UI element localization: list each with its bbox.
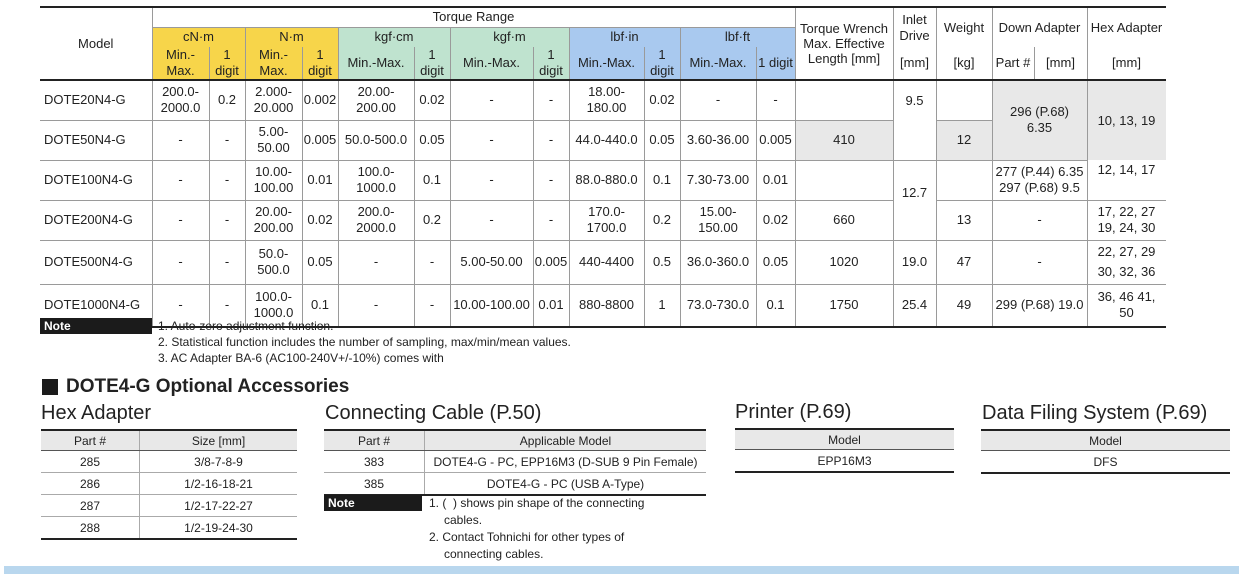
unit-nm: N·m [245,27,338,47]
header-inlet-drive: Inlet Drive [893,7,936,47]
hex-line: 22, 27, 29 [1097,244,1156,259]
part-cell: 286 [41,473,140,495]
range-cell: - [152,284,209,327]
model-cell: DOTE4-G - PC, EPP16M3 (D-SUB 9 Pin Female) [425,451,707,473]
accessories-heading [42,376,349,398]
table-row [324,451,706,473]
digit-cell: - [414,284,450,327]
digit-cell: - [756,80,795,120]
digit-label: 1 digit [756,47,795,80]
digit-cell: - [533,120,569,160]
note-item: 3. AC Adapter BA-6 (AC100-240V+/-10%) comes with [158,351,444,365]
header-down-adapter: Down Adapter [992,7,1087,47]
digit-cell: 0.002 [302,80,338,120]
minmax-label: Min.-Max. [569,47,644,80]
inlet-cell: 9.5 [893,80,936,160]
range-cell: 5.00-50.00 [450,240,533,284]
model-cell: DOTE500N4-G [40,240,152,284]
part-cell: 287 [41,495,140,517]
minmax-label: Min.-Max. [245,47,302,80]
range-cell: - [338,240,414,284]
digit-cell: - [209,120,245,160]
digit-cell: 0.1 [302,284,338,327]
digit-cell: 0.05 [756,240,795,284]
unit-kgfm: kgf·m [450,27,569,47]
table-row [40,80,1166,120]
part-cell: 383 [324,451,425,473]
printer-table [735,428,954,473]
digit-cell: - [414,240,450,284]
digit-cell: 0.01 [533,284,569,327]
range-cell: - [338,284,414,327]
part-cell: 285 [41,451,140,473]
range-cell: 20.00-200.00 [245,200,302,240]
digit-label: 1 digit [209,47,245,80]
digit-cell: 0.02 [644,80,680,120]
wrench-cell: 1020 [795,240,893,284]
table-row [40,160,1166,200]
digit-cell: 1 [644,284,680,327]
col-size: Size [mm] [140,430,298,451]
hex-cell: 17, 22, 27 19, 24, 30 [1087,200,1166,240]
accessories-title: DOTE4-G Optional Accessories [66,376,350,397]
digit-cell: - [209,284,245,327]
header-wrench-length: Torque Wrench Max. Effective Length [mm] [795,7,893,80]
size-cell: 1/2-19-24-30 [140,517,298,540]
hex-cell [1087,240,1166,284]
down-adapter-cell [992,80,1087,160]
part-cell: 385 [324,473,425,496]
down-adapter-line: 277 (P.44) 6.35 [995,164,1084,179]
unit-lbfft: lbf·ft [680,27,795,47]
unit-kgfcm: kgf·cm [338,27,450,47]
inlet-cell: 12.7 [893,160,936,240]
note-list [158,318,571,366]
range-cell: 10.00-100.00 [245,160,302,200]
printer-title: Printer (P.69) [735,401,852,423]
range-cell: 50.0-500.0 [245,240,302,284]
digit-cell: 0.005 [302,120,338,160]
range-cell: - [680,80,756,120]
range-cell: 44.0-440.0 [569,120,644,160]
digit-label: 1 digit [533,47,569,80]
inlet-cell: 25.4 [893,284,936,327]
wrench-cell [795,80,893,120]
range-cell: 20.00-200.00 [338,80,414,120]
digit-cell: - [209,240,245,284]
range-cell: 2.000-20.000 [245,80,302,120]
table-row [41,517,297,540]
range-cell: 36.0-360.0 [680,240,756,284]
range-cell: 7.30-73.00 [680,160,756,200]
inlet-unit: [mm] [893,47,936,80]
hex-adapter-table [41,429,297,540]
note-item: connecting cables. [444,547,544,561]
spec-table [40,6,1166,328]
range-cell: 15.00-150.00 [680,200,756,240]
digit-cell: 0.2 [414,200,450,240]
weight-cell: 12 [936,120,992,160]
col-model: Model [735,429,954,450]
weight-cell: 49 [936,284,992,327]
digit-cell: 0.05 [302,240,338,284]
minmax-label: Min.-Max. [338,47,414,80]
digit-cell: 0.05 [414,120,450,160]
note-item: 2. Statistical function includes the number of sampling, max/min/mean values. [158,335,571,349]
table-row [981,451,1230,474]
digit-cell: - [533,80,569,120]
note-label: Note [40,318,152,334]
table-row [41,473,297,495]
digit-cell: 0.2 [644,200,680,240]
range-cell: 10.00-100.00 [450,284,533,327]
header-hex-adapter: Hex Adapter [1087,7,1166,47]
note-item: 2. Contact Tohnichi for other types of [429,530,625,544]
weight-cell: 47 [936,240,992,284]
digit-cell: - [209,200,245,240]
col-model: Model [981,430,1230,451]
wrench-cell: 1750 [795,284,893,327]
range-cell: 880-8800 [569,284,644,327]
hex-adapter-title: Hex Adapter [41,402,152,424]
digit-cell: - [533,200,569,240]
digit-cell: 0.05 [644,120,680,160]
range-cell: 100.0-1000.0 [338,160,414,200]
range-cell: 3.60-36.00 [680,120,756,160]
model-cell: DOTE1000N4-G [40,284,152,327]
range-cell: 200.0-2000.0 [338,200,414,240]
down-adapter-cell: 299 (P.68) 19.0 [992,284,1087,327]
digit-cell: 0.02 [756,200,795,240]
data-filing-table [981,429,1230,474]
digit-cell: - [209,160,245,200]
model-cell: DOTE100N4-G [40,160,152,200]
wrench-cell: 410 [795,120,893,160]
inlet-cell: 19.0 [893,240,936,284]
header-torque-range: Torque Range [152,7,795,27]
down-unit: [mm] [1034,47,1087,80]
size-cell: 1/2-16-18-21 [140,473,298,495]
range-cell: - [450,80,533,120]
note-item: 1. Auto-zero adjustment function. [158,319,334,333]
range-cell: - [450,160,533,200]
range-cell: - [450,120,533,160]
down-adapter-line: 297 (P.68) 9.5 [999,180,1080,195]
digit-cell: - [533,160,569,200]
range-cell: - [152,200,209,240]
model-cell: DOTE50N4-G [40,120,152,160]
digit-cell: 0.01 [756,160,795,200]
square-bullet-icon [42,379,58,395]
minmax-label: Min.-Max. [680,47,756,80]
range-cell: 5.00-50.00 [245,120,302,160]
hex-line: 30, 32, 36 [1097,264,1156,279]
down-adapter-cell: - [992,240,1087,284]
model-cell: DOTE4-G - PC (USB A-Type) [425,473,707,496]
cable-note-label: Note [324,495,422,511]
wrench-cell: 660 [795,200,893,240]
digit-label: 1 digit [414,47,450,80]
range-cell: - [152,120,209,160]
range-cell: 73.0-730.0 [680,284,756,327]
wrench-cell [795,160,893,200]
table-row [41,451,297,473]
range-cell: 18.00-180.00 [569,80,644,120]
hex-cell: 36, 46 41, 50 [1087,284,1166,327]
down-adapter-cell: - [992,200,1087,240]
bottom-bar [4,566,1239,574]
weight-cell [936,160,992,200]
col-part: Part # [324,430,425,451]
range-cell: - [450,200,533,240]
digit-cell: 0.1 [414,160,450,200]
weight-cell: 13 [936,200,992,240]
hex-unit: [mm] [1087,47,1166,80]
col-model: Applicable Model [425,430,707,451]
range-cell: 88.0-880.0 [569,160,644,200]
cable-note-list [429,495,644,563]
range-cell: 50.0-500.0 [338,120,414,160]
model-cell: EPP16M3 [735,450,954,473]
range-cell: 100.0-1000.0 [245,284,302,327]
digit-cell: 0.005 [756,120,795,160]
weight-cell [936,80,992,120]
digit-cell: 0.5 [644,240,680,284]
table-row [324,473,706,496]
model-cell: DOTE200N4-G [40,200,152,240]
digit-cell: 0.02 [414,80,450,120]
header-model: Model [40,7,152,80]
range-cell: - [152,160,209,200]
table-row [40,200,1166,240]
down-part-label: Part # [992,47,1034,80]
digit-cell: 0.1 [644,160,680,200]
digit-cell: 0.005 [533,240,569,284]
range-cell: - [152,240,209,284]
minmax-label: Min.-Max. [152,47,209,80]
unit-lbfin: lbf·in [569,27,680,47]
connecting-cable-title: Connecting Cable (P.50) [325,402,542,424]
digit-label: 1 digit [644,47,680,80]
col-part: Part # [41,430,140,451]
header-weight: Weight [936,7,992,47]
digit-cell: 0.2 [209,80,245,120]
note-item: cables. [444,513,483,527]
model-cell: DFS [981,451,1230,474]
digit-cell: 0.1 [756,284,795,327]
digit-label: 1 digit [302,47,338,80]
weight-unit: [kg] [936,47,992,80]
hex-cell: 10, 13, 19 [1087,80,1166,160]
down-adapter-part: 296 (P.68) [1009,104,1070,120]
data-filing-title: Data Filing System (P.69) [982,402,1208,424]
unit-cnm: cN·m [152,27,245,47]
range-cell: 200.0-2000.0 [152,80,209,120]
connecting-cable-table [324,429,706,496]
table-row [735,450,954,473]
size-cell: 1/2-17-22-27 [140,495,298,517]
model-cell: DOTE20N4-G [40,80,152,120]
digit-cell: 0.01 [302,160,338,200]
hex-cell: 12, 14, 17 [1087,160,1166,200]
down-adapter-size: 6.35 [1026,120,1053,136]
minmax-label: Min.-Max. [450,47,533,80]
table-row [41,495,297,517]
down-adapter-cell [992,160,1087,200]
table-row [40,240,1166,284]
part-cell: 288 [41,517,140,540]
note-item: 1. ( ) shows pin shape of the connecting [429,496,645,510]
size-cell: 3/8-7-8-9 [140,451,298,473]
range-cell: 170.0-1700.0 [569,200,644,240]
digit-cell: 0.02 [302,200,338,240]
range-cell: 440-4400 [569,240,644,284]
